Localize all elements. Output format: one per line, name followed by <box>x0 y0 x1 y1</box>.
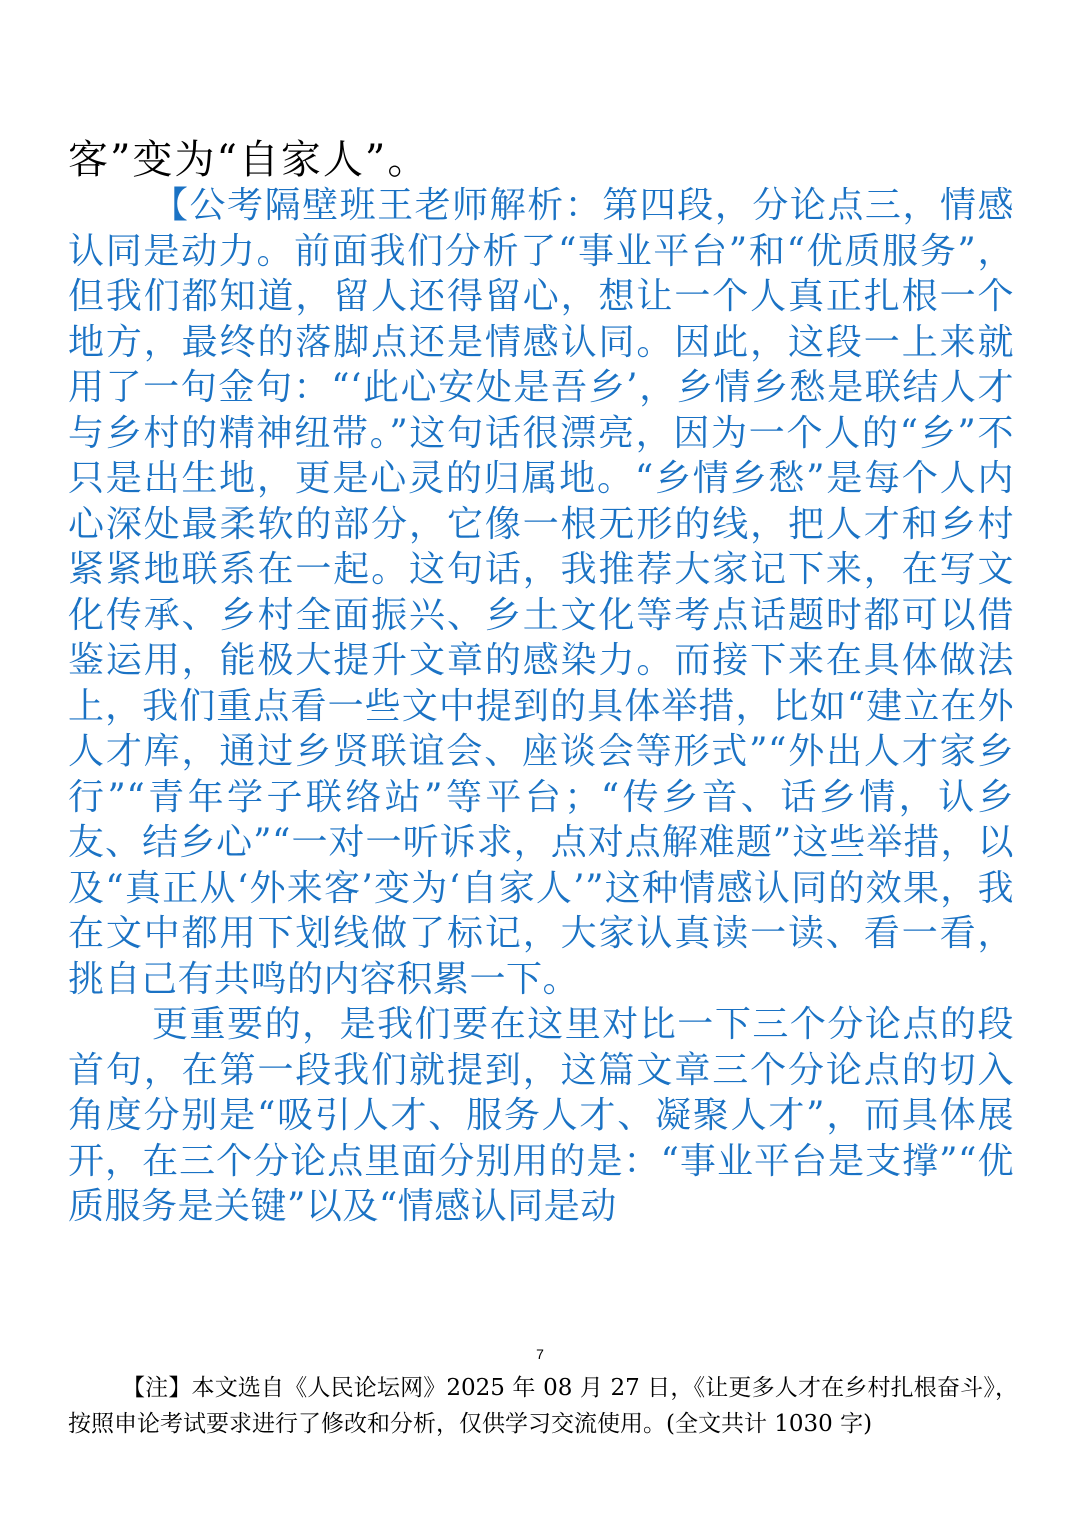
opening-line: 客”变为“自家人”。 <box>68 137 430 183</box>
page-number: 7 <box>536 1346 544 1362</box>
analysis-paragraph: 【公考隔壁班王老师解析：第四段，分论点三，情感认同是动力。前面我们分析了“事业平台”和“优质服务”，但我们都知道，留人还得留心，想让一个人真正扎根一个地方，最终的落脚点还是情感认同。因此，这段一上来就用了一句金句：“‘此心安处是吾乡’，乡情乡愁是联结人才与乡村的精神纽带。”这句话很漂亮，因为一个人的“乡”不只是出生地，更是心灵的归属地。“乡情乡愁”是每个人内心深处最柔软的部分，它像一根无形的线，把人才和乡村紧紧地联系在一起。这句话，我推荐大家记下来，在写文化传承、乡村全面振兴、乡土文化等考点话题时都可以借鉴运用，能极大提升文章的感染力。而接下来在具体做法上，我们重点看一些文中提到的具体举措，比如“建立在外人才库，通过乡贤联谊会、座谈会等形式”“外出人才家乡行”“青年学子联络站”等平台；“传乡音、话乡情，认乡友、结乡心”“一对一听诉求，点对点解难题”这些举措，以及“真正从‘外来客’变为‘自家人’”这种情感认同的效果，我在文中都用下划线做了标记，大家认真读一读、看一看，挑自己有共鸣的内容积累一下。 <box>68 185 1014 1000</box>
document-body <box>68 138 1014 1230</box>
comparison-paragraph: 更重要的，是我们要在这里对比一下三个分论点的段首句，在第一段我们就提到，这篇文章三个分论点的切入角度分别是“吸引人才、服务人才、凝聚人才”，而具体展开，在三个分论点里面分别用的是：“事业平台是支撑”“优质服务是关键”以及“情感认同是动 <box>68 1004 1014 1227</box>
source-footnote: 【注】本文选自《人民论坛网》2025 年 08 月 27 日，《让更多人才在乡村扎根奋斗》，按照申论考试要求进行了修改和分析，仅供学习交流使用。(全文共计 1030 字) <box>68 1375 1018 1437</box>
